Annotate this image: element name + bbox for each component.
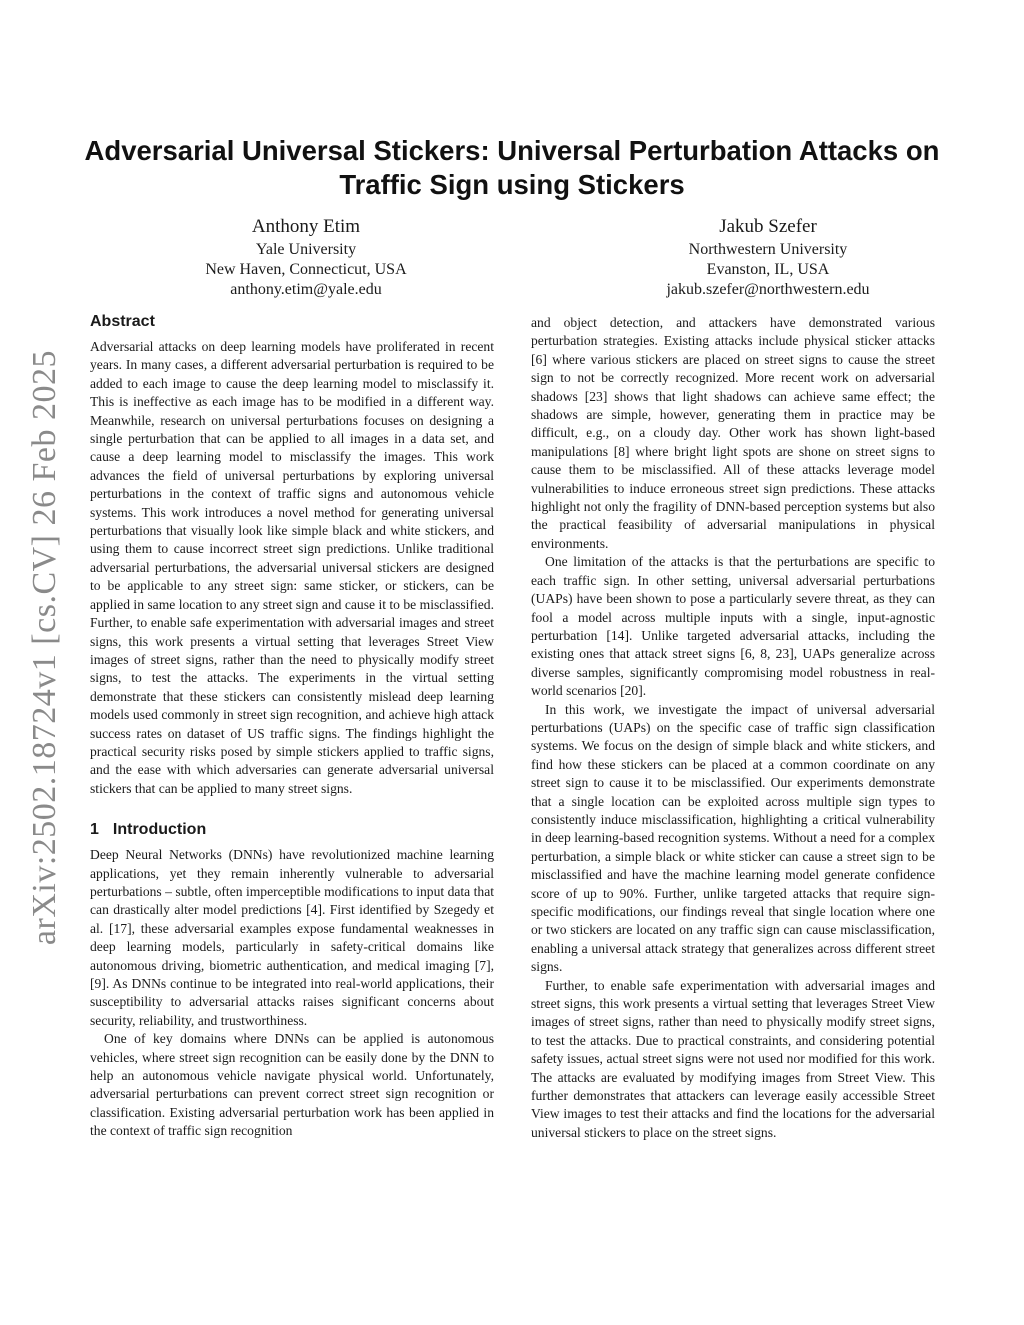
abstract-heading: Abstract xyxy=(90,313,155,330)
author-location: Evanston, IL, USA xyxy=(706,261,830,278)
right-column xyxy=(531,314,935,1142)
abstract-text: Adversarial attacks on deep learning models have proliferated in recent years. In many cases, a different adversarial perturbation is required to be added to each image to cause the deep learning model to misclassify it. This is ineffective as each image has to be modified in a different way. Meanwhile, research on universal perturbations focuses on designing a single perturbation that can be applied to all images in a data set, and cause a deep learning model to misclassify the images. This work advances the field of universal perturbations by exploring universal perturbations in the context of traffic signs and autonomous vehicle systems. This work introduces a novel method for generating universal perturbations that visually look like simple black and white stickers, and using them to cause incorrect street sign predictions. Unlike traditional adversarial perturbations, the adversarial universal stickers are designed to be applicable to any street sign: same sticker, or stickers, can be applied in same location to any street sign and cause it to be misclassified. Further, to enable safe experimentation with adversarial images and street signs, this work presents a virtual setting that leverages Street View images of street signs, rather than the need to physically modify street signs, to test the attacks. The experiments in the virtual setting demonstrate that these stickers can consistently mislead deep learning models used commonly in street sign recognition, and achieve high attack success rates on dataset of US traffic signs. The findings highlight the practical security risks posed by simple stickers applied to traffic signs, and the ease with which adversaries can generate adversarial universal stickers that can be applied to many street signs. xyxy=(90,339,494,796)
author-name: Jakub Szefer xyxy=(719,216,817,237)
paragraph: Deep Neural Networks (DNNs) have revolutionized machine learning applications, yet they remain inherently vulnerable to adversarial perturbations – subtle, often imperceptible modifications to input data that can drastically alter model predictions [4]. First identified by Szegedy et al. [17], these adversarial examples expose fundamental weaknesses in deep learning models, particularly in safety-critical domains like autonomous driving, biometric authentication, and medical imaging [7], [9]. As DNNs continue to be integrated into real-world applications, their susceptibility to adversarial attacks raises significant concerns about security, reliability, and trustworthiness. xyxy=(90,847,494,1028)
paragraph: One of key domains where DNNs can be applied is autonomous vehicles, where street sign recognition can be easily done by the DNN to help an autonomous vehicle navigate physical world. Unfortunately, adversarial perturbations can prevent correct street sign recognition or classification. Existing adversarial perturbation work has been applied in the context of traffic sign recognition xyxy=(90,1031,494,1139)
paragraph: Further, to enable safe experimentation with adversarial images and street signs, this work presents a virtual setting that leverages Street View images of street signs, rather than need to physically modify street signs, to test the attacks. Due to practical constraints, and considering potential safety issues, actual street signs were not used nor modified for this work. The attacks are evaluated by modifying images from Street View. This further demonstrates that attackers can leverage easily accessible Street View images to test their attacks and find the locations for the adversarial universal stickers to place on the street signs. xyxy=(531,977,935,1140)
section-heading-introduction xyxy=(90,820,494,840)
paragraph: One limitation of the attacks is that the perturbations are specific to each traffic sign. In other setting, universal adversarial perturbations (UAPs) have been shown to pose a particularly severe threat, as they can fool a model across multiple inputs with a single, input-agnostic perturbation [14]. Unlike targeted adversarial attacks, including the existing ones that attack street signs [6, 8, 23], UAPs generalize across diverse samples, significantly compromising model robustness in real-world scenarios [20]. xyxy=(531,554,935,699)
section-title: Introduction xyxy=(112,821,207,839)
paper-title: Adversarial Universal Stickers: Universal Perturbation Attacks on Traffic Sign using Stickers xyxy=(84,135,940,200)
arxiv-identifier xyxy=(20,350,70,945)
author-location: New Haven, Connecticut, USA xyxy=(205,261,407,278)
paragraph: and object detection, and attackers have demonstrated various perturbation strategies. Existing attacks include physical sticker attacks [6] where various stickers are placed on street signs to cause the street sign to not be correctly recognized. More recent work on adversarial shadows [23] shows that light shadows can achieve same effect; the shadows are simple, however, generating them in practice may be difficult, e.g., on a cloudy day. Other work has shown light-based manipulations [8] where bright light spots are shone on street signs to cause them to be misclassified. All of these attacks leverage model vulnerabilities to induce erroneous street sign predictions. These attacks highlight not only the fragility of DNN-based perception systems but also the practical feasibility of adversarial manipulations in physical environments. xyxy=(531,315,935,551)
left-column xyxy=(90,312,494,1141)
author-email: jakub.szefer@northwestern.edu xyxy=(666,281,870,298)
author-email: anthony.etim@yale.edu xyxy=(230,281,382,298)
arxiv-identifier-text: arXiv:2502.18724v1 [cs.CV] 26 Feb 2025 xyxy=(26,349,63,946)
section-number: 1 xyxy=(90,821,99,839)
author-name: Anthony Etim xyxy=(251,216,361,237)
paragraph: In this work, we investigate the impact of universal adversarial perturbations (UAPs) on the specific case of traffic sign classification systems. We focus on the design of simple black and white stickers, and find how these stickers can be placed at a common coordinate on any street sign to cause it to be misclassified. Our experiments demonstrate that a single location can be exploited across multiple sign types to consistently induce misclassification, highlighting a critical vulnerability in deep learning-based recognition systems. Without a need for a complex perturbation, a simple black or white sticker can cause a street sign to be misclassified and have the machine learning model generate confidence score of up to 90%. Further, unlike targeted attacks that require sign-specific modifications, our findings reveal that single location where one or two stickers are located on any traffic sign can cause misclassification, enabling a universal attack strategy that generalizes across different street signs. xyxy=(531,701,935,975)
author-block-1 xyxy=(126,214,486,300)
author-affiliation: Yale University xyxy=(255,241,357,258)
author-block-2 xyxy=(588,214,948,300)
author-affiliation: Northwestern University xyxy=(688,241,848,258)
